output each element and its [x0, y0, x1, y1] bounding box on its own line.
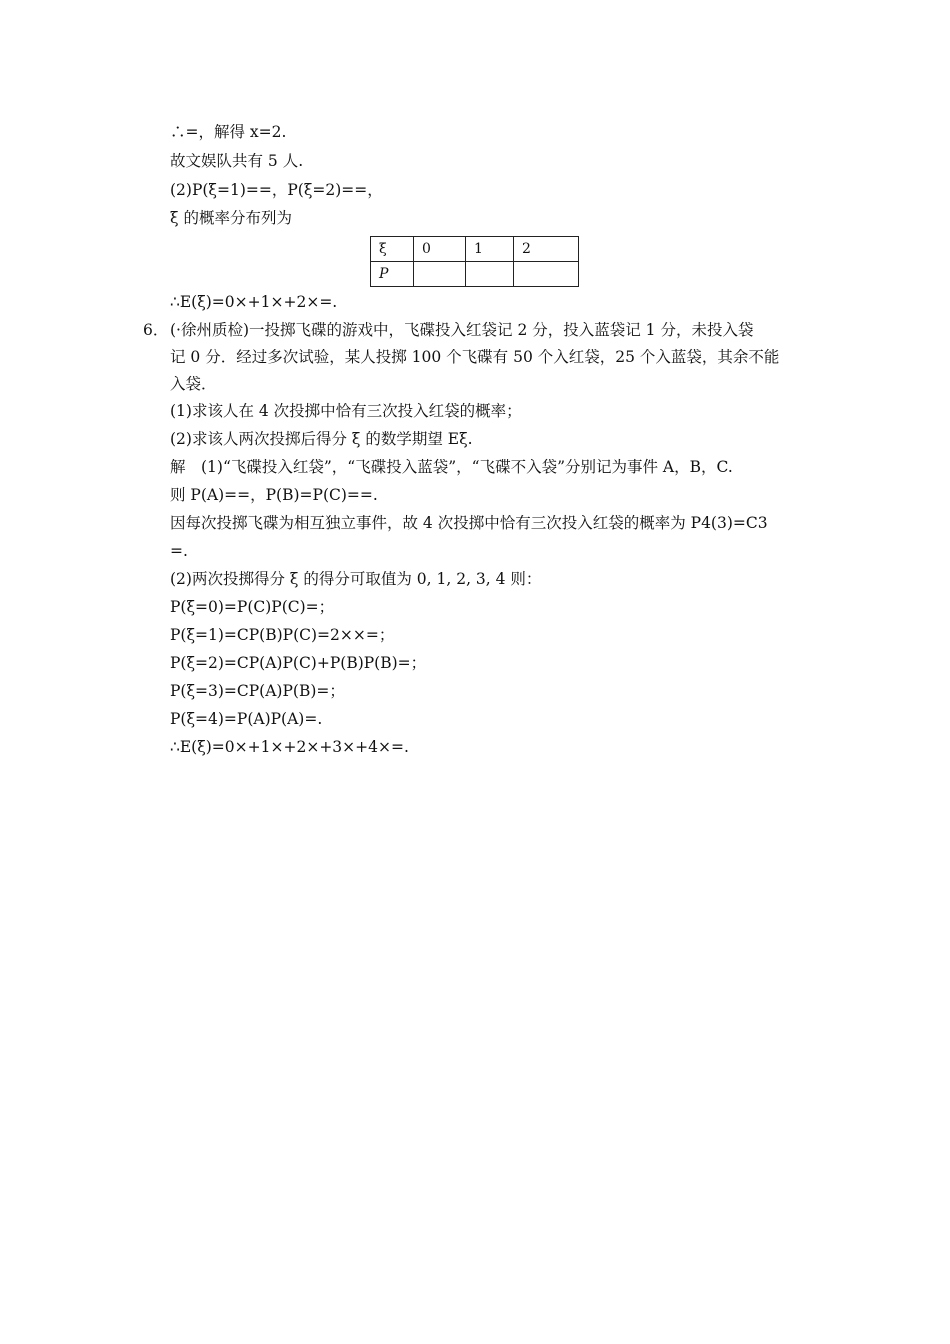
table-cell: 0	[414, 237, 466, 262]
table-cell: ξ	[371, 237, 414, 262]
solution-line: 则 P(A)==，P(B)=P(C)==.	[170, 486, 378, 504]
solution-line: (2)两次投掷得分 ξ 的得分可取值为 0, 1, 2, 3, 4 则：	[170, 570, 542, 588]
solution-line: P(ξ=2)=CP(A)P(C)+P(B)P(B)=；	[170, 654, 427, 672]
solution-line: P(ξ=3)=CP(A)P(B)=；	[170, 682, 345, 700]
text-line: ∴=，解得 x=2.	[170, 123, 287, 141]
question-part: (2)求该人两次投掷后得分 ξ 的数学期望 Eξ.	[170, 430, 473, 448]
solution-line: P(ξ=4)=P(A)P(A)=.	[170, 710, 323, 728]
table-cell	[466, 262, 514, 287]
solution-line: P(ξ=1)=CP(B)P(C)=2××=；	[170, 626, 395, 644]
question-part: (1)求该人在 4 次投掷中恰有三次投入红袋的概率；	[170, 402, 522, 420]
question-number: 6．	[143, 321, 169, 339]
table-row	[371, 262, 579, 287]
text-line: (2)P(ξ=1)==，P(ξ=2)==，	[170, 181, 383, 199]
text-line: ∴E(ξ)=0×+1×+2×=.	[170, 293, 338, 311]
text-line: ξ 的概率分布列为	[170, 209, 292, 227]
table-cell	[414, 262, 466, 287]
question-text: 记 0 分．经过多次试验，某人投掷 100 个飞碟有 50 个入红袋，25 个入蓝袋，其余不能	[170, 348, 780, 366]
table-cell: 2	[514, 237, 579, 262]
table-cell: 1	[466, 237, 514, 262]
solution-line: P(ξ=0)=P(C)P(C)=；	[170, 598, 335, 616]
table-row	[371, 237, 579, 262]
solution-line: 解 (1)“飞碟投入红袋”，“飞碟投入蓝袋”，“飞碟不入袋”分别记为事件 A，B，C.	[170, 458, 733, 476]
question-text: (·徐州质检)一投掷飞碟的游戏中，飞碟投入红袋记 2 分，投入蓝袋记 1 分，未投入袋	[170, 321, 754, 339]
question-text: 入袋．	[170, 375, 217, 393]
table-cell	[514, 262, 579, 287]
probability-table	[370, 236, 579, 287]
solution-line: ∴E(ξ)=0×+1×+2×+3×+4×=.	[170, 738, 409, 756]
solution-line: =.	[170, 542, 188, 560]
text-line: 故文娱队共有 5 人.	[170, 152, 304, 170]
table-cell: P	[371, 262, 414, 287]
solution-line: 因每次投掷飞碟为相互独立事件，故 4 次投掷中恰有三次投入红袋的概率为 P4(3)=C3	[170, 514, 768, 532]
